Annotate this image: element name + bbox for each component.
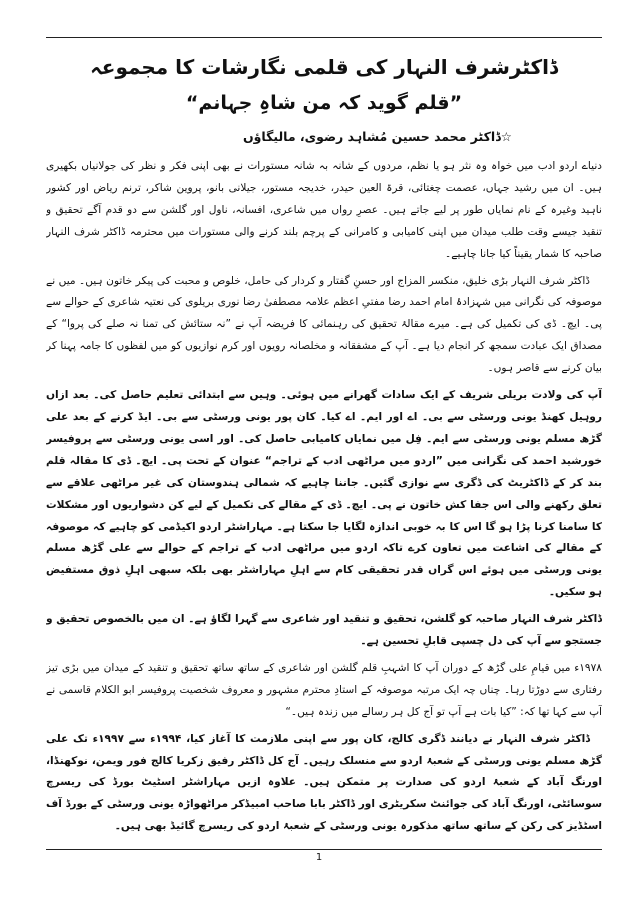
paragraph-personality: ڈاکٹر شرف النہار بڑی خلیق، منکسر المزاج اور حسنِ گفتار و کردار کی حامل، خلوص و محبت کی پیکر خاتون ہیں۔ میں نے موصوفہ کی نگرانی میں شہزادۂ امام احمد رضا مفتیِ اعظم علامہ مصطفیٰ رضا نوری بریلوی کی نعتیہ شاعری کے حوالے سے پی۔ ایچ۔ ڈی کی تکمیل کی ہے۔ میرے مقالۂ تحقیق کی رہنمائی کا فریضہ آپ نے ”نہ ستائش کی تمنا نہ صلے کی پروا“ کے مصداق ایک عبادت سمجھ کر انجام دیا ہے۔ آپ کے مشفقانہ و مخلصانہ رویوں اور کرم نوازیوں کو میں لفظوں کا جامہ پہنا کر بیان کرنے سے قاصر ہوں۔ [46, 274, 602, 375]
paragraph-career: ڈاکٹر شرف النہار نے دیانند ڈگری کالج، کان پور سے اپنی ملازمت کا آغاز کیا، ۱۹۹۴ء سے ۱۹۹۷ء تک علی گڑھ مسلم یونی ورسٹی کے شعبۂ اردو سے منسلک رہیں۔ آج کل ڈاکٹر رفیق زکریا کالج فور ویمن، نوکھنڈا، اورنگ آباد کے شعبۂ اردو کی صدارت پر متمکن ہیں۔ علاوہ ازیں مہاراشٹر اسٹیٹ بورڈ کی ریسرچ سوسائٹی، اورنگ آباد کی جوائنٹ سکریٹری اور ڈاکٹر بابا صاحب امبیڈکر مراٹھواڑہ یونی ورسٹی کے بورڈ آف اسٹڈیز کی رکن کے ساتھ ساتھ مذکورہ یونی ورسٹی کے شعبۂ اردو کی ریسرچ گائیڈ بھی ہیں۔ [46, 732, 602, 833]
page-number: 1 [315, 852, 323, 863]
page-title: ڈاکٹرشرف النہار کی قلمی نگارشات کا مجموعہ [90, 55, 558, 79]
bottom-rule [46, 849, 602, 850]
top-rule [46, 37, 602, 38]
document-page [46, 46, 602, 842]
author-line: ☆ڈاکٹر محمد حسین مُشاہد رضوی، مالیگاؤں [242, 129, 512, 144]
paragraph-education: آپ کی ولادت بریلی شریف کے ایک سادات گھرانے میں ہوئی۔ وہیں سے ابتدائی تعلیم حاصل کی۔ بعد ازاں روہیل کھنڈ یونی ورسٹی سے بی۔ اے اور ایم۔ اے کیا۔ کان پور یونی ورسٹی سے بی۔ ایڈ کرنے کے بعد علی گڑھ مسلم یونی ورسٹی سے ایم۔ فِل میں نمایاں کامیابی حاصل کی۔ اور اسی یونی ورسٹی سے پروفیسر خورشید احمد کی نگرانی میں ”اردو میں مراٹھی ادب کے تراجم“ عنوان کے تحت پی۔ ایچ۔ ڈی کا مقالہ قلم بند کر کے ڈاکٹریٹ کی ڈگری سے نوازی گئیں۔ جاننا چاہیے کہ شمالی ہندوستان کی غیر مراٹھی علاقے سے تعلق رکھنے والی اس جفا کش خاتون نے پی۔ ایچ۔ ڈی کے مقالے کی تکمیل کے لیے کن دشواریوں اور مشکلات کا سامنا کرنا پڑا ہو گا اس کا بہ خوبی اندازہ لگایا جا سکتا ہے۔ مہاراشٹر اردو اکیڈمی کو چاہیے کہ موصوفہ کے مقالے کی اشاعت میں تعاون کرے تاکہ اردو میں مراٹھی ادب کے تراجم کے حوالے سے علی گڑھ مسلم یونی ورسٹی میں ہوئے اس گراں قدر تحقیقی کام سے اہلِ مہاراشٹر بھی بلکہ سبھی اہلِ ذوق مستفیض ہو سکیں۔ [46, 389, 602, 599]
paragraph-intro: دنیاے اردو ادب میں خواہ وہ نثر ہو یا نظم، مردوں کے شانہ بہ شانہ مستورات نے بھی اپنی فکر و نظر کی جولانیاں بکھیری ہیں۔ ان میں رشید جہاں، عصمت چغتائی، قرۃ العین حیدر، خدیجہ مستور، جیلانی بانو، پروین شاکر، ترنم ریاض اور کشور ناہید وغیرہ کے نام نمایاں طور پر لیے جاتے ہیں۔ عصرِ رواں میں شاعری، افسانہ، ناول اور گلشن سے دو قدم آگے تحقیق و تنقید جیسے وقت طلب میدان میں اپنی کامیابی و کامرانی کے پرچم بلند کرنے والی مستورات میں محترمہ ڈاکٹر شرف النہار صاحبہ کا شمار یقیناً کیا جانا چاہیے۔ [46, 160, 602, 260]
book-title: ”قلم گوید کہ من شاہِ جہانم“ [185, 92, 463, 114]
paragraph-interests: ڈاکٹر شرف النہار صاحبہ کو گلشن، تحقیق و تنقید اور شاعری سے گہرا لگاؤ ہے۔ ان میں بالخصوص تحقیق و جستجو سے آپ کی دل چسپی قابلِ تحسین ہے۔ [46, 613, 602, 648]
paragraph-aligarh: ۱۹۷۸ء میں قیامِ علی گڑھ کے دوران آپ کا اشہبِ قلم گلشن اور شاعری کے ساتھ ساتھ تحقیق و تنقید کے میدان میں بڑی تیز رفتاری سے دوڑتا رہا۔ چناں چہ ایک مرتبہ موصوفہ کے استادِ محترم مشہور و معروف شخصیت پروفیسر ابو الکلام قاسمی نے آپ سے کہا تھا کہ: ”کیا بات ہے آپ تو آج کل ہر رسالے میں زندہ ہیں۔“ [46, 661, 602, 718]
